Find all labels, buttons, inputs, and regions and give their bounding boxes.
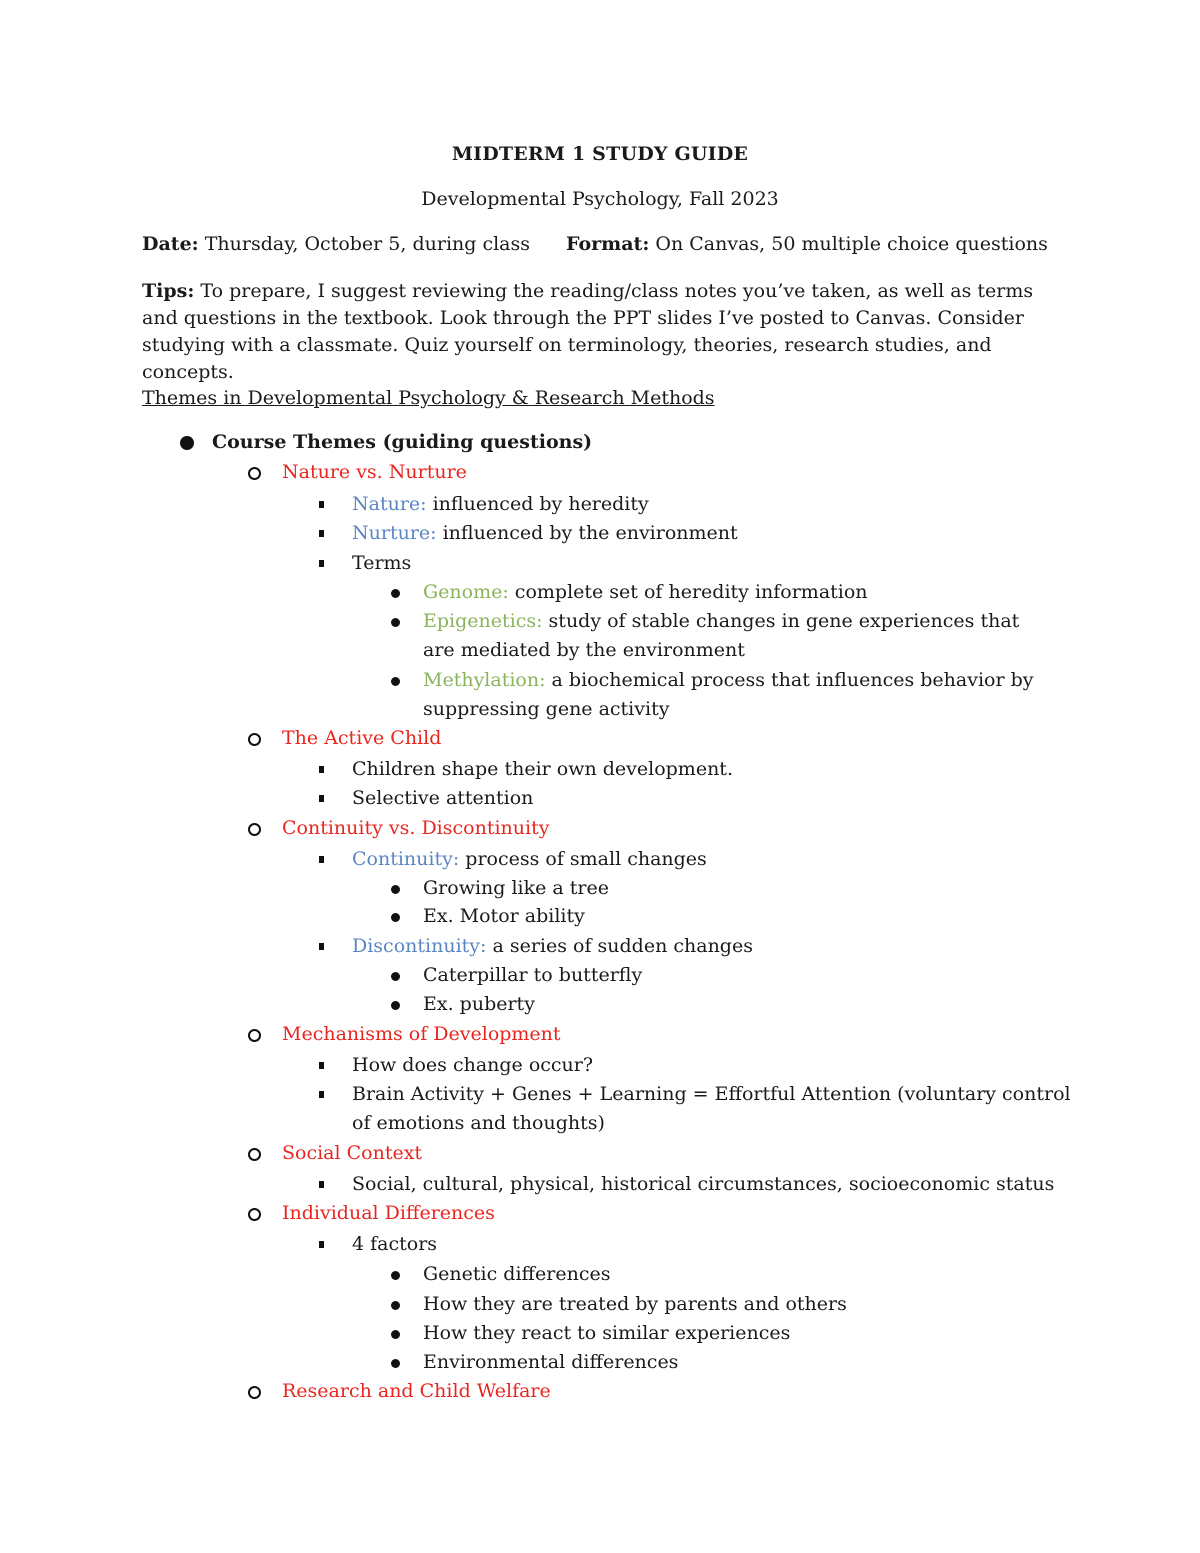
bullet-circle-icon [248, 1148, 261, 1161]
methylation-def: a biochemical process that influences behavior by suppressing gene activity [423, 669, 1034, 720]
active-child-item: Children shape their own development. [352, 758, 733, 780]
bullet-square-icon [319, 1091, 324, 1098]
theme-active-child: The Active Child [282, 727, 442, 749]
epigenetics-term: Epigenetics: [423, 610, 543, 632]
factor-item: How they are treated by parents and others [423, 1293, 847, 1315]
bullet-circle-icon [248, 1386, 261, 1399]
discontinuity-example: Ex. puberty [423, 993, 535, 1015]
epigenetics-item [423, 607, 1053, 665]
factor-item: Genetic differences [423, 1263, 611, 1285]
continuity-def: process of small changes [459, 848, 707, 870]
epigenetics-def: study of stable changes in gene experiences that are mediated by the environment [423, 610, 1020, 661]
bullet-square-icon [319, 856, 324, 863]
bullet-dot-icon [391, 1330, 400, 1339]
genome-def: complete set of heredity information [508, 581, 868, 603]
bullet-circle-icon [248, 467, 261, 480]
bullet-dot-icon [391, 1301, 400, 1310]
bullet-dot-icon [391, 589, 400, 598]
bullet-square-icon [319, 766, 324, 773]
nurture-item [352, 519, 738, 548]
discontinuity-term: Discontinuity: [352, 935, 487, 957]
discontinuity-item [352, 932, 753, 961]
genome-term: Genome: [423, 581, 509, 603]
section-heading: Themes in Developmental Psychology & Research Methods [142, 387, 715, 409]
nature-def: influenced by heredity [426, 493, 649, 515]
nature-item [352, 490, 649, 519]
bullet-square-icon [319, 943, 324, 950]
course-themes-heading: Course Themes (guiding questions) [212, 431, 593, 453]
bullet-dot-icon [391, 1271, 400, 1280]
bullet-dot-icon [391, 972, 400, 981]
factor-item: How they react to similar experiences [423, 1322, 791, 1344]
nurture-term: Nurture: [352, 522, 437, 544]
document-title: MIDTERM 1 STUDY GUIDE [451, 143, 749, 165]
bullet-square-icon [319, 1181, 324, 1188]
bullet-square-icon [319, 501, 324, 508]
continuity-item [352, 845, 707, 874]
bullet-dot-icon [391, 913, 400, 922]
nature-term: Nature: [352, 493, 427, 515]
theme-research-welfare: Research and Child Welfare [282, 1380, 551, 1402]
methylation-item [423, 666, 1053, 724]
methylation-term: Methylation: [423, 669, 546, 691]
bullet-circle-icon [248, 1208, 261, 1221]
tips-paragraph [142, 278, 1072, 386]
exam-date [142, 233, 530, 255]
terms-item: Terms [352, 552, 412, 574]
bullet-dot-icon [391, 1001, 400, 1010]
format-label: Format: [566, 233, 650, 255]
continuity-example: Growing like a tree [423, 877, 610, 899]
bullet-circle-icon [248, 823, 261, 836]
factors-item: 4 factors [352, 1233, 438, 1255]
nurture-def: influenced by the environment [436, 522, 738, 544]
date-value: Thursday, October 5, during class [204, 233, 531, 255]
mechanisms-item: How does change occur? [352, 1054, 594, 1076]
theme-individual-differences: Individual Differences [282, 1202, 495, 1224]
bullet-circle-icon [248, 733, 261, 746]
bullet-square-icon [319, 1062, 324, 1069]
continuity-term: Continuity: [352, 848, 460, 870]
date-label: Date: [142, 233, 199, 255]
discontinuity-def: a series of sudden changes [486, 935, 753, 957]
theme-mechanisms: Mechanisms of Development [282, 1023, 561, 1045]
bullet-disc-icon [180, 436, 194, 450]
tips-text: To prepare, I suggest reviewing the reading/class notes you’ve taken, as well as terms and questions in the textbook. Look through the PPT slides I’ve posted to Canvas. Consider studying with a classmate. Quiz yourself on terminology, theories, research studies, and concepts. [142, 280, 1034, 383]
continuity-example: Ex. Motor ability [423, 905, 585, 927]
bullet-square-icon [319, 1241, 324, 1248]
bullet-dot-icon [391, 885, 400, 894]
bullet-dot-icon [391, 1359, 400, 1368]
factor-item: Environmental differences [423, 1351, 679, 1373]
mechanisms-item: Brain Activity + Genes + Learning = Effortful Attention (voluntary control of emotions and thoughts) [352, 1083, 1071, 1134]
theme-nature-nurture: Nature vs. Nurture [282, 461, 467, 483]
bullet-circle-icon [248, 1029, 261, 1042]
format-value: On Canvas, 50 multiple choice questions [655, 233, 1048, 255]
genome-item [423, 578, 868, 607]
exam-format [566, 233, 1048, 255]
theme-social-context: Social Context [282, 1142, 423, 1164]
bullet-dot-icon [391, 677, 400, 686]
bullet-square-icon [319, 530, 324, 537]
discontinuity-example: Caterpillar to butterfly [423, 964, 643, 986]
document-subtitle: Developmental Psychology, Fall 2023 [421, 188, 779, 210]
active-child-item: Selective attention [352, 787, 534, 809]
bullet-dot-icon [391, 618, 400, 627]
theme-continuity: Continuity vs. Discontinuity [282, 817, 550, 839]
bullet-square-icon [319, 560, 324, 567]
tips-label: Tips: [142, 280, 195, 302]
bullet-square-icon [319, 795, 324, 802]
social-context-item: Social, cultural, physical, historical circumstances, socioeconomic status [352, 1173, 1055, 1195]
